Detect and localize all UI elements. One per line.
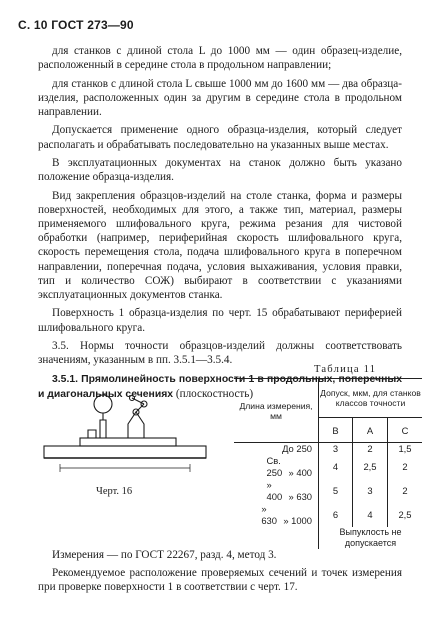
figure-16-drawing: [40, 372, 210, 484]
table-row: » 630 » 1000 6 4 2,5: [234, 503, 422, 527]
value-cell: 2: [353, 443, 388, 456]
paragraph: Поверхность 1 образца-изделия по черт. 15 обрабатывают периферией шлифовального круга.: [38, 307, 402, 334]
closing-text: [38, 548, 402, 599]
workpiece: [80, 438, 176, 446]
length-cell: » 630: [288, 491, 312, 502]
value-cell: 3: [353, 479, 388, 503]
length-cell: » 1000: [283, 515, 312, 526]
value-cell: 2: [388, 479, 422, 503]
page-header: С. 10 ГОСТ 273—90: [18, 18, 134, 32]
column-header-length: Длина измерения, мм: [234, 379, 319, 443]
paragraph: Допускается применение одного образца-изделия, который следует располагать и обрабатывать последовательно на указанных выше местах.: [38, 124, 402, 151]
paragraph: Вид закрепления образцов-изделий на столе станка, форма и размеры поверхностей, необходимых для этого, а также тип, материал, размеры применяемого шлифовального круга, режима резания для чистовой обработки (например, периферийная скорость шлифовального круга, скорость перемещения стола, подача шлифовального круга в поперечном направлении, поперечная подача, условия выхаживания, условия правки, тип и количество СОЖ) выбирают в соответствии с указаниями эксплуатационных документов станка.: [38, 189, 402, 301]
section-351-title: 3.5.1. Прямолинейность поверхности 1 в продольных, поперечных и диагональных сечениях: [38, 373, 402, 400]
paragraph: Рекомендуемое расположение проверяемых сечений и точек измерения при проверке поверхности 1 в соответствии с черт. 17.: [38, 567, 402, 594]
table-row: » 400 » 630 5 3 2: [234, 479, 422, 503]
value-cell: 3: [319, 443, 353, 456]
paragraph: для станков с длиной стола L свыше 1000 мм до 1600 мм — два образца-изделия, расположенных один за другим в середине стола в продольном направлении.: [38, 77, 402, 118]
tolerance-table: [234, 378, 422, 549]
indicator-stand: [100, 420, 106, 438]
value-cell: 2,5: [388, 503, 422, 527]
support-block: [88, 430, 96, 438]
value-cell: 2: [388, 455, 422, 479]
value-cell: 6: [319, 503, 353, 527]
section-351-suffix: (плоскостность): [173, 387, 254, 400]
paragraph: 3.5. Нормы точности образцов-изделий должны соответствовать значениям, указанным в пп. 3.5.1—3.5.4.: [38, 339, 402, 367]
machine-table: [44, 446, 206, 458]
class-header: А: [353, 418, 388, 443]
table-title: Таблица 11: [314, 364, 377, 375]
value-cell: 5: [319, 479, 353, 503]
class-header: С: [388, 418, 422, 443]
figure-caption: Черт. 16: [96, 486, 133, 497]
class-header: В: [319, 418, 353, 443]
column-header-tolerance: Допуск, мкм, для станков классов точности: [319, 379, 422, 418]
body-text: [38, 44, 402, 406]
indicator-dial: [94, 395, 112, 413]
value-cell: 4: [319, 455, 353, 479]
paragraph: Измерения — по ГОСТ 22267, разд. 4, метод 3.: [52, 549, 277, 561]
value-cell: 1,5: [388, 443, 422, 456]
indicator-arm: [128, 412, 144, 438]
paragraph: В эксплуатационных документах на станок должно быть указано положение образца-изделия.: [38, 156, 402, 184]
length-cell: До 250: [282, 443, 312, 454]
value-cell: 2,5: [353, 455, 388, 479]
table-row: [234, 443, 422, 456]
value-cell: 4: [353, 503, 388, 527]
convexity-note: Выпуклость не допускается: [319, 527, 422, 549]
paragraph: для станков с длиной стола L до 1000 мм — один образец-изделие, расположенный в середине стола в продольном направлении;: [38, 45, 402, 72]
table-row: Св. 250 » 400 4 2,5 2: [234, 455, 422, 479]
length-cell: » 400: [288, 467, 312, 478]
